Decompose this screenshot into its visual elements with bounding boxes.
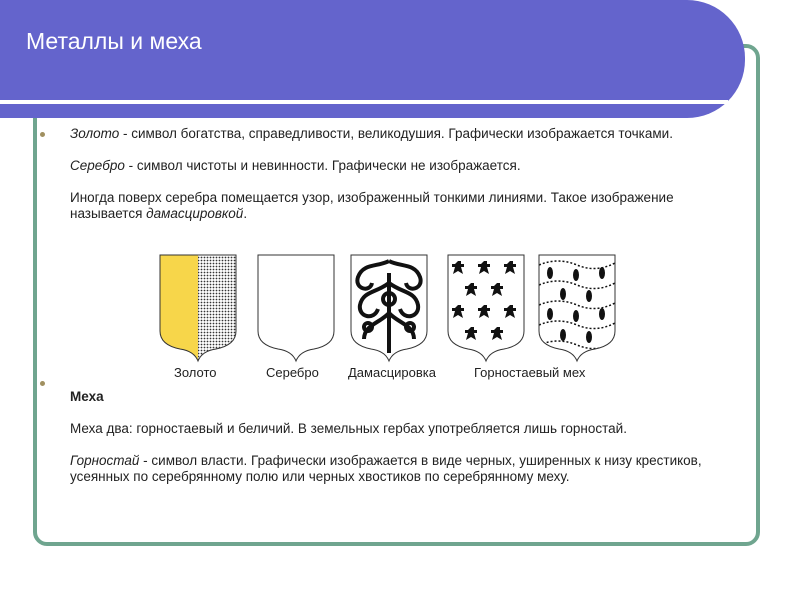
ermine-description: - символ власти. Графически изображается в виде черных, уширенных к низу крестиков, усеянных по серебрянному полю или черных хвостиков по серебрянному меху. <box>70 453 702 484</box>
caption-silver: Серебро <box>266 365 319 380</box>
silver-term: Серебро <box>70 158 125 173</box>
furs-heading-text: Меха <box>70 389 104 404</box>
furs-heading <box>70 389 730 405</box>
furs-section <box>70 389 730 485</box>
damask-shield <box>348 253 430 365</box>
title-banner <box>0 0 745 118</box>
damask-paragraph <box>70 190 730 222</box>
damask-description: Иногда поверх серебра помещается узор, изображенный тонкими линиями. Такое изображение называется <box>70 190 674 221</box>
gold-paragraph <box>70 126 730 142</box>
slide-title: Металлы и меха <box>26 28 202 54</box>
damask-period: . <box>243 206 248 221</box>
ermine-shield <box>446 253 528 365</box>
bullet-metals <box>40 132 45 137</box>
silver-description: - символ чистоты и невинности. Графически не изображается. <box>124 158 521 173</box>
silver-paragraph <box>70 158 730 174</box>
gold-shield <box>158 253 238 365</box>
ermine-fur-shield <box>536 253 618 365</box>
ermine-term: Горностай <box>70 453 140 468</box>
ermine-paragraph <box>70 453 730 485</box>
bullet-furs <box>40 381 45 386</box>
gold-term: Золото <box>70 126 120 141</box>
caption-ermine: Горностаевый мех <box>474 365 586 380</box>
metals-section <box>70 126 730 222</box>
title-underline <box>0 100 728 104</box>
damask-term: дамасцировкой <box>146 206 244 221</box>
silver-shield <box>258 255 334 361</box>
shields-illustration <box>158 253 618 365</box>
tinctures-figure <box>158 253 618 383</box>
furs-intro: Меха два: горностаевый и беличий. В земельных гербах употребляется лишь горностай. <box>70 421 627 436</box>
gold-description: - символ богатства, справедливости, великодушия. Графически изображается точками. <box>119 126 673 141</box>
caption-gold: Золото <box>174 365 217 380</box>
caption-damask: Дамасцировка <box>348 365 436 380</box>
